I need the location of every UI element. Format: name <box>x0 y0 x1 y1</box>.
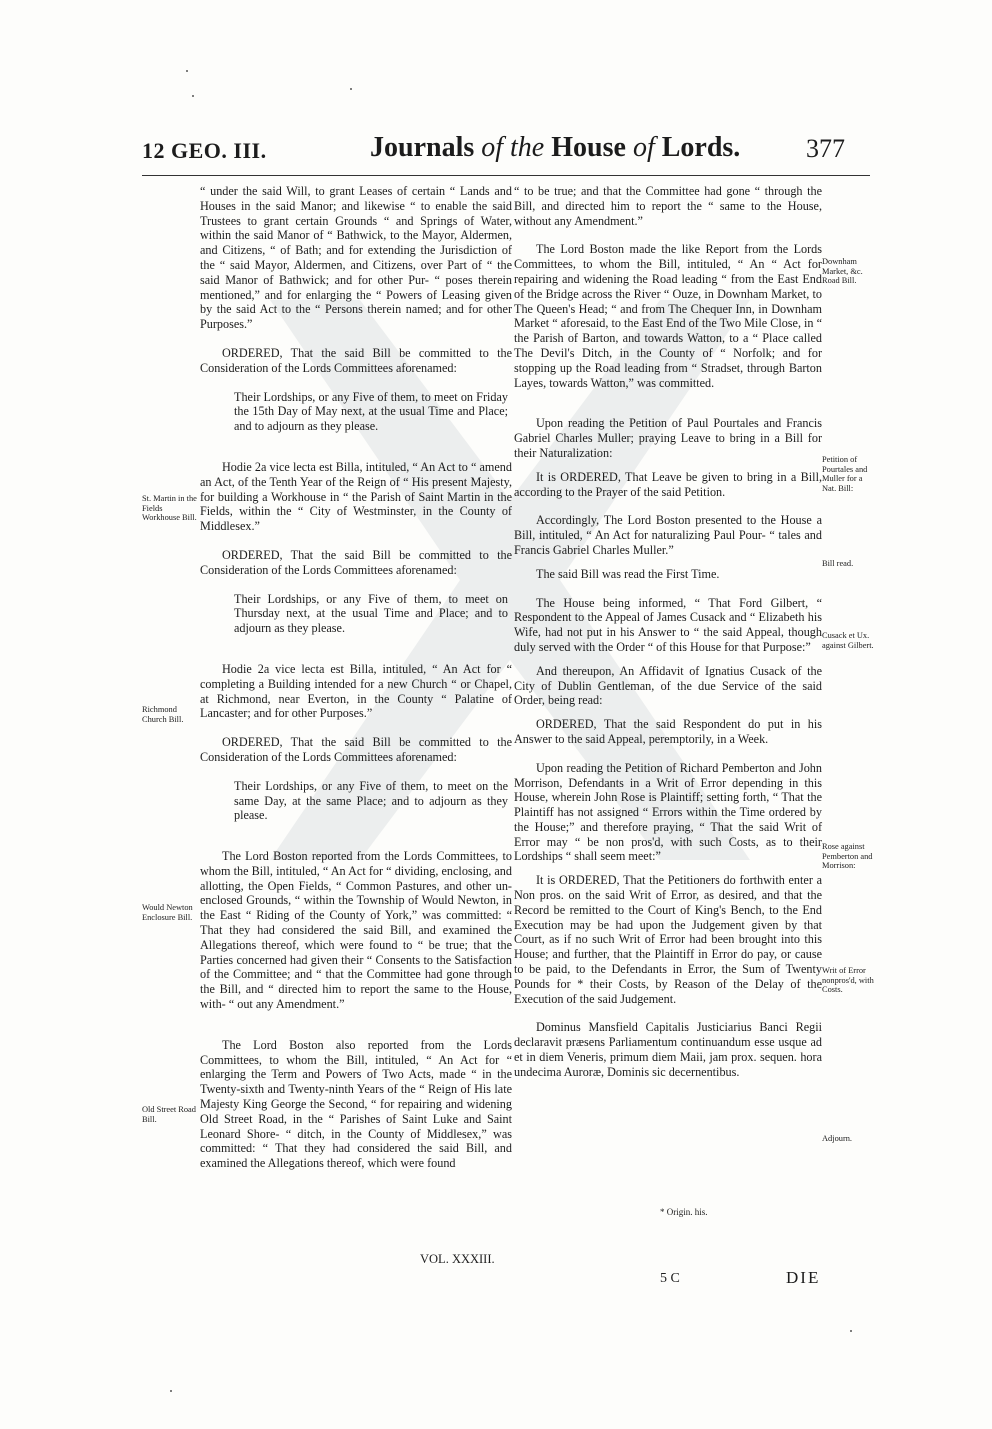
journal-title <box>370 132 740 164</box>
header-rule <box>142 175 870 176</box>
regnal-year: 12 GEO. III. <box>142 138 267 163</box>
paragraph: The Lord Boston also reported from the Lords Committees, to whom the Bill, intituled, “ An Act for “ enlarging the Term and Powers of Two Acts, made “ in the Twenty-sixth and Twenty-ninth Years of the “ Reign of His late Majesty King George the Second, “ for repairing and widening Old Street Road, in the “ Parishes of Saint Luke and Saint Leonard Shore- “ ditch, in the County of Middlesex,” was committed: “ That they had considered the said Bill, and examined the Allegations thereof, which were found <box>200 1037 512 1171</box>
catchword: DIE <box>786 1268 821 1287</box>
page-number: 377 <box>806 134 845 163</box>
paragraph: ORDERED, That the said Bill be committed to the Consideration of the Lords Committees aforenamed: <box>200 735 512 764</box>
volume-label: VOL. XXXIII. <box>420 1252 495 1266</box>
speck <box>350 88 352 90</box>
title-word-house: House <box>551 132 626 163</box>
paragraph: “ under the said Will, to grant Leases of certain “ Lands and Houses in the said Manor; and likewise “ to enable the said Trustees to grant certain Grounds “ and Springs of Water, within the said Manor of “ Bathwick, to the Mayor, Aldermen, and Citizens, “ of Bath; and for extending the Jurisdiction of the “ said Mayor, Aldermen, and Citizens, over Part of “ the said Manor of Bathwick; and for other Pur- “ poses therein mentioned,” and for enlarging the “ Powers of Leasing given by the said Act to the “ Persons therein named; and for other Purposes.” <box>200 184 512 332</box>
paragraph: Upon reading the Petition of Paul Pourtales and Francis Gabriel Charles Muller; praying Leave to bring in a Bill for their Naturalization: <box>514 416 822 460</box>
paragraph: Upon reading the Petition of Richard Pemberton and John Morrison, Defendants in a Writ of Error depending in this House, wherein John Rose is Plaintiff; setting forth, “ That the Plaintiff has not assigned “ Errors within the Time ordered by the House;” and therefore praying, “ That the said Writ of Error may “ be non pros'd, with such Costs, as to their Lordships “ shall seem meet:” <box>514 760 822 864</box>
paragraph: Hodie 2a vice lecta est Billa, intituled, “ An Act for “ completing a Building intended for a new Church “ or Chapel, at Richmond, near Everton, in the County “ Palatine of Lancaster; and for other Purposes.” <box>200 661 512 721</box>
speck <box>186 70 188 72</box>
paragraph: It is ORDERED, That Leave be given to bring in a Bill, according to the Prayer of the said Petition. <box>514 469 822 499</box>
margin-note-richmond: Richmond Church Bill. <box>142 705 184 724</box>
paragraph: ORDERED, That the said Respondent do put in his Answer to the said Appeal, peremptorily, in a Week. <box>514 717 822 746</box>
margin-note-writ: Writ of Error nonpros'd, with Costs. <box>822 966 874 995</box>
speck <box>850 1330 852 1332</box>
paragraph: Hodie 2a vice lecta est Billa, intituled, “ An Act to “ amend an Act, of the Tenth Year of the Reign of “ His present Majesty, for building a Workhouse in “ the Parish of Saint Martin in the Fields, within the “ City of Westminster, in the County of Middlesex.” <box>200 459 512 534</box>
margin-note-downham: Downham Market, &c. Road Bill. <box>822 257 863 286</box>
right-column <box>514 184 822 1080</box>
margin-note-would-newton: Would Newton Enclosure Bill. <box>142 903 193 922</box>
title-word-journals: Journals <box>370 132 475 163</box>
paragraph: The Lord Boston reported from the Lords Committees, to whom the Bill, intituled, “ An Act for “ dividing, enclosing, and allotting, the Open Fields, “ Common Pastures, and other un-enclosed Grounds, “ within the Township of Would Newton, in the East “ Riding of the County of York,” was committed: “ That they had considered the said Bill, and examined the Allegations thereof, which were found to “ be true; that the Parties concerned had given their “ Consents to the Satisfaction of the Committee; and “ that the Committee had gone through the Bill, and “ directed him to report the same to the House, with- “ out any Amendment.” <box>200 849 512 1012</box>
paragraph: ORDERED, That the said Bill be committed to the Consideration of the Lords Committees aforenamed: <box>200 345 512 375</box>
paragraph: The House being informed, “ That Ford Gilbert, “ Respondent to the Appeal of James Cusack and “ Elizabeth his Wife, had not put in his Answer to “ the said Appeal, though duly served with the Order “ of this House for that Purpose:” <box>514 595 822 654</box>
margin-note-cusack: Cusack et Ux. against Gilbert. <box>822 631 874 650</box>
paragraph: Accordingly, The Lord Boston presented to the House a Bill, intituled, “ An Act for naturalizing Paul Pour- “ tales and Francis Gabriel Charles Muller.” <box>514 513 822 557</box>
paragraph: And thereupon, An Affidavit of Ignatius Cusack of the City of Dublin Gentleman, of the due Service of the said Order, being read: <box>514 663 822 708</box>
paragraph: Dominus Mansfield Capitalis Justiciarius Banci Regii declaravit præsens Parliamentum continuandum esse usque ad et in diem Veneris, primum diem Maii, jam prox. sequen. hora undecima Auroræ, Dominis sic decernentibus. <box>514 1020 822 1079</box>
paragraph: ORDERED, That the said Bill be committed to the Consideration of the Lords Committees aforenamed: <box>200 547 512 577</box>
paragraph: It is ORDERED, That the Petitioners do forthwith enter a Non pros. on the said Writ of Error, as desired, and that the Record be remitted to the Court of King's Bench, to the End Execution may be had upon the Judgement given by that Court, as if no such Writ of Error had been brought into this House; and further, that the Plaintiff in Error do pay, or cause to be paid, to the Defendants in Error, the Sum of Twenty Pounds for * their Costs, by Reason of the Delay of the Execution of the said Judgement. <box>514 873 822 1006</box>
margin-note-st-martin: St. Martin in the Fields Workhouse Bill. <box>142 494 197 523</box>
page-header <box>0 128 992 172</box>
margin-note-old-street: Old Street Road Bill. <box>142 1105 196 1124</box>
paragraph: Their Lordships, or any Five of them, to meet on Friday the 15th Day of May next, at the usual Time and Place; and to adjourn as they please. <box>234 389 508 434</box>
title-word-of: of <box>632 132 655 163</box>
speck <box>170 1390 172 1392</box>
paragraph: The said Bill was read the First Time. <box>536 566 720 581</box>
paragraph: Their Lordships, or any Five of them, to meet on Thursday next, at the usual Time and Place; and to adjourn as they please. <box>234 591 508 636</box>
speck <box>192 95 194 97</box>
title-word-of-the: of the <box>481 132 545 163</box>
signature-mark: 5 C <box>660 1271 680 1286</box>
margin-note-adjourn: Adjourn. <box>822 1134 853 1143</box>
title-word-lords: Lords. <box>661 132 741 163</box>
margin-note-pourtales: Petition of Pourtales and Muller for a Nat. Bill: <box>822 455 868 493</box>
left-column <box>200 184 512 1171</box>
margin-note-bill-read: Bill read. <box>822 559 854 568</box>
paragraph: Their Lordships, or any Five of them, to meet on the same Day, at the same Place; and to adjourn as they please. <box>234 778 508 823</box>
margin-note-rose: Rose against Pemberton and Morrison: <box>822 842 873 871</box>
paragraph: “ to be true; and that the Committee had gone “ through the Bill, and directed him to report the “ same to the House, without any Amendment.” <box>514 184 822 228</box>
paragraph: The Lord Boston made the like Report from the Lords Committees, to whom the Bill, intituled, “ An “ Act for repairing and widening the Road leading “ from the East End of the Bridge across the River “ Ouze, in Downham Market, to The Queen's Head; “ and from The Chequer Inn, in Downham Market “ aforesaid, to the East End of the Two Mile Close, in “ the Parish of Barton, and towards Watton, to a “ Place called The Devil's Ditch, in the County of “ Norfolk; and for stopping up the Road leading from “ Stradset, through Barton Layes, towards Watton,” was committed. <box>514 242 822 390</box>
footnote: * Origin. his. <box>660 1207 708 1217</box>
